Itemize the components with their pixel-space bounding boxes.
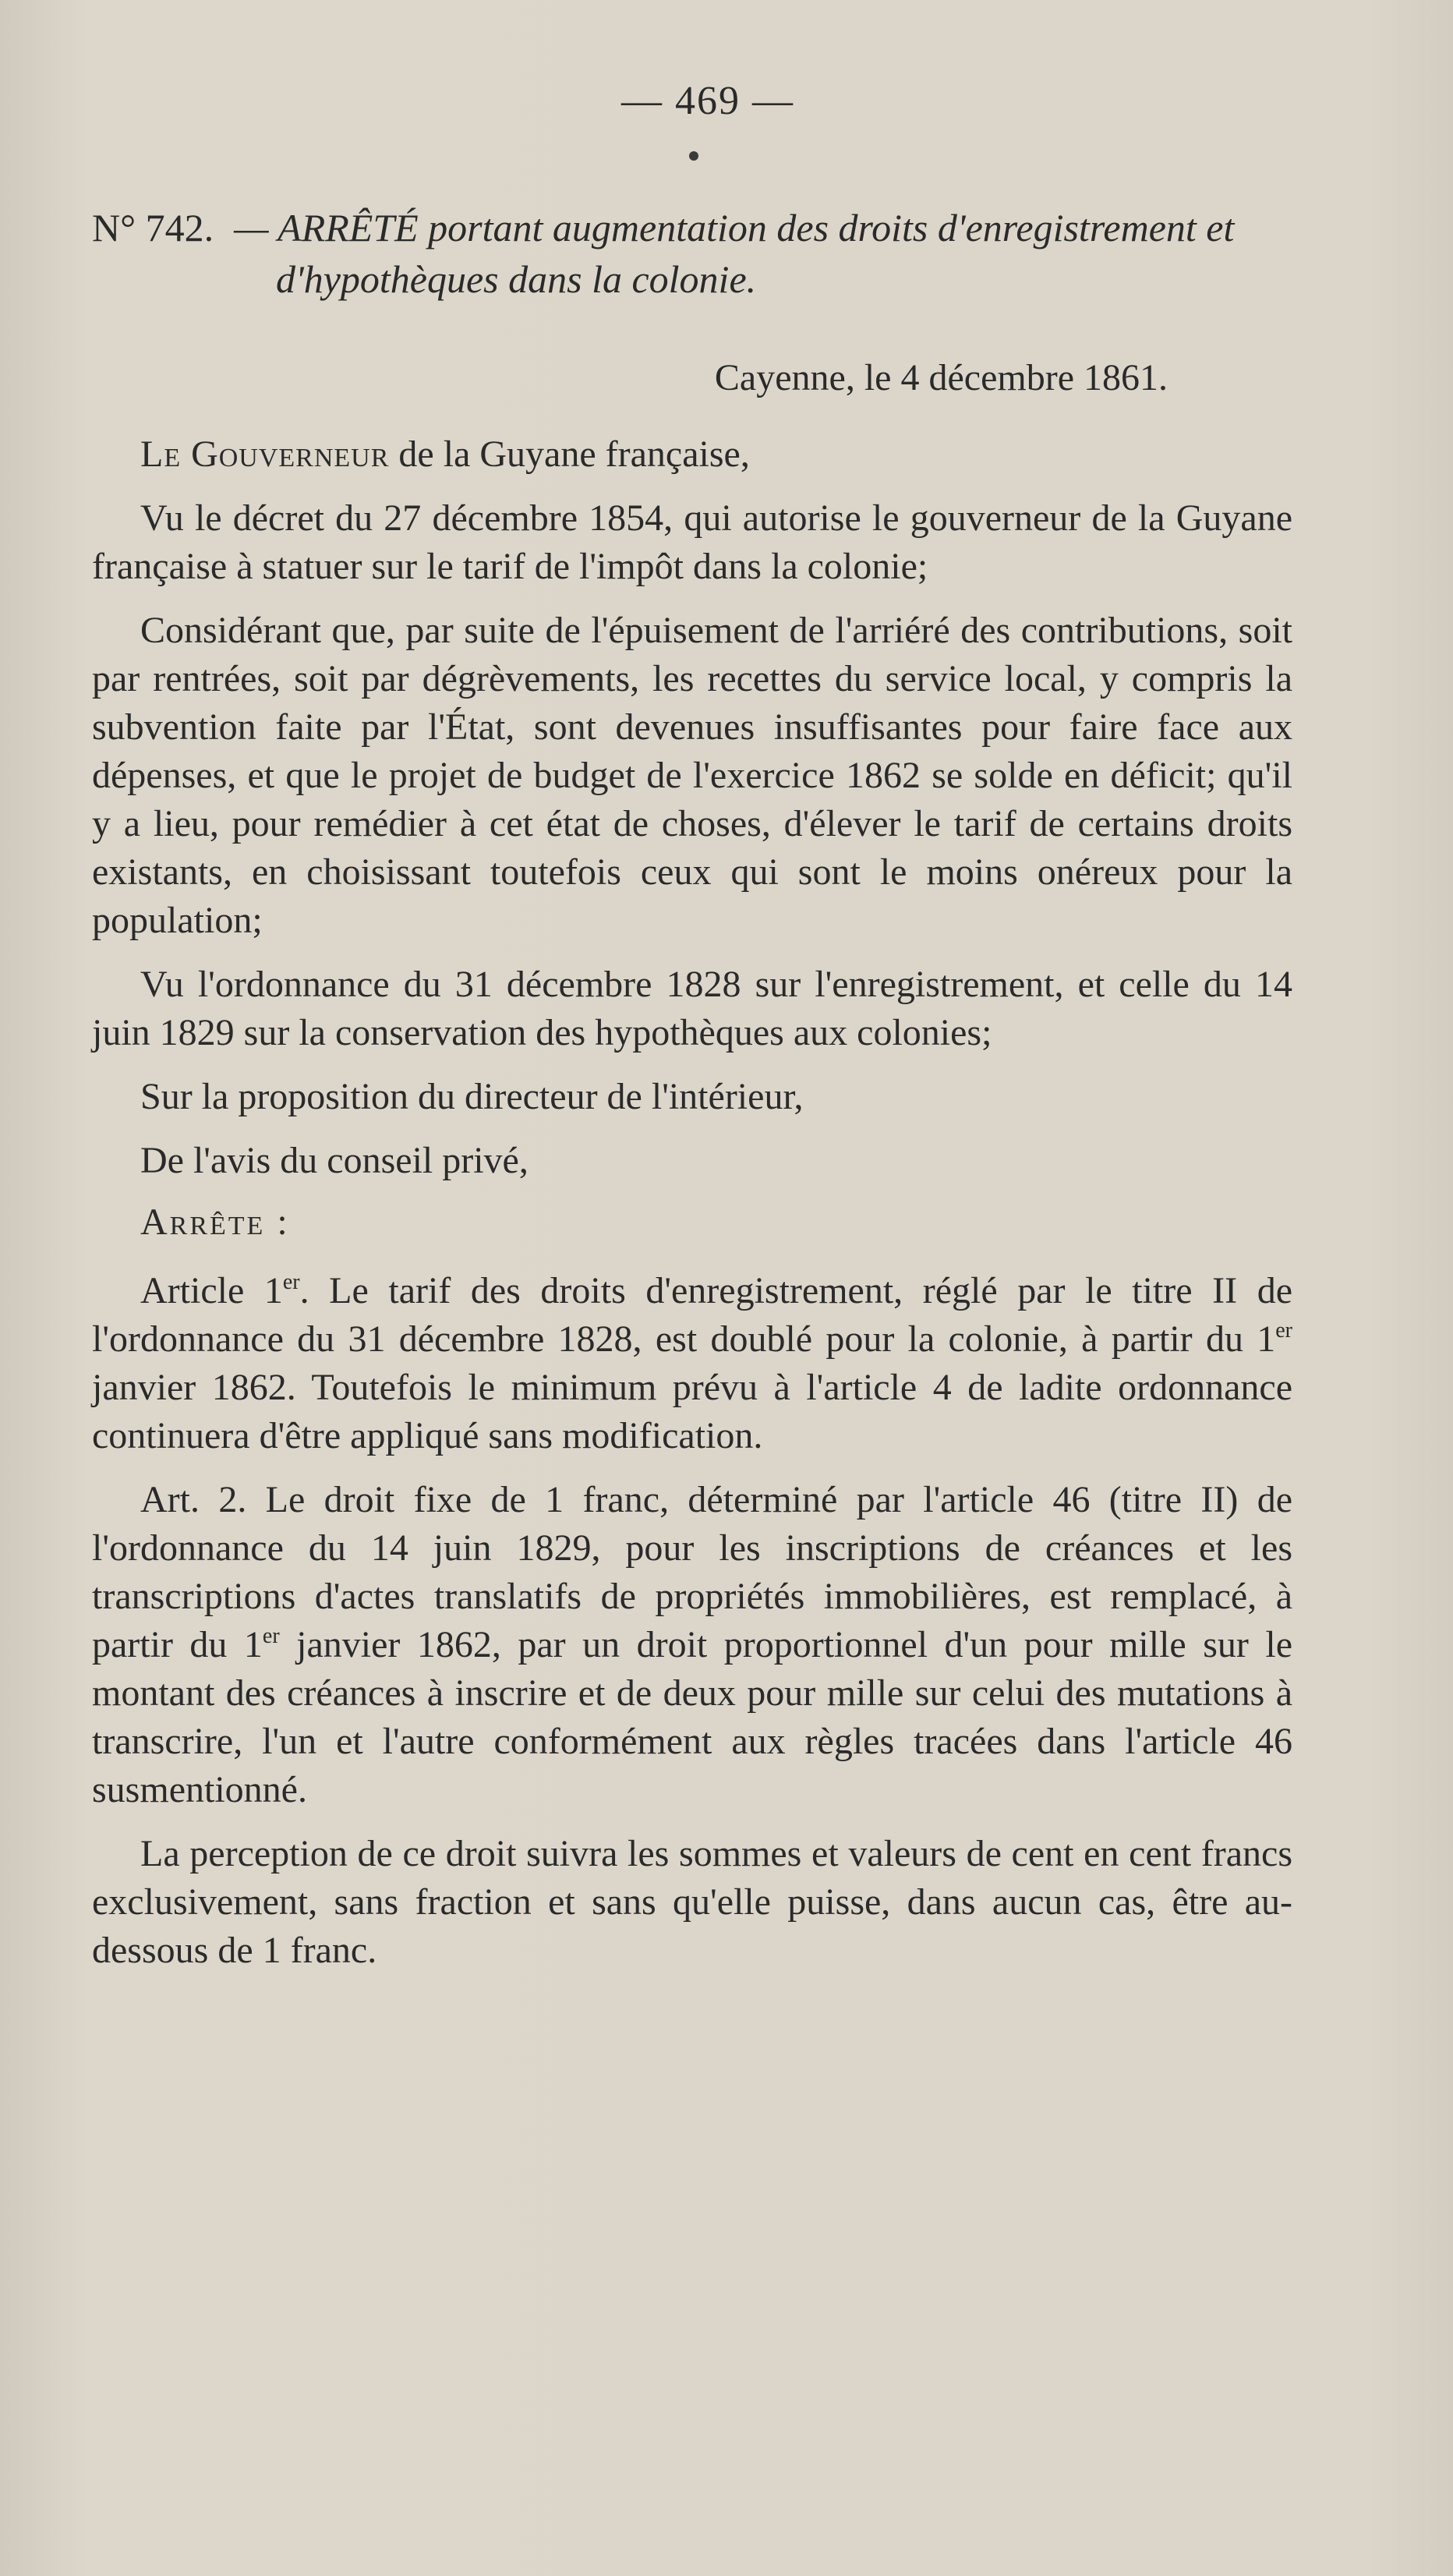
opening-rest: de la Guyane française,: [389, 433, 750, 475]
paragraph-perception: La perception de ce droit suivra les sommes et valeurs de cent en cent francs exclusivement, sans fraction et sans qu'elle puisse, dans aucun cas, être au-dessous de 1 franc.: [92, 1833, 1292, 1971]
paragraph-vu-decret: Vu le décret du 27 décembre 1854, qui autorise le gouverneur de la Guyane française à statuer sur le tarif de l'impôt dans la colonie;: [92, 497, 1292, 587]
article-1-sup: er: [282, 1270, 300, 1294]
article-1: [92, 1267, 1292, 1460]
decree-number: N° 742.: [92, 206, 214, 249]
governor-title: Le Gouverneur: [140, 433, 390, 475]
paragraph-vu-ordonnance: Vu l'ordonnance du 31 décembre 1828 sur l'enregistrement, et celle du 14 juin 1829 sur la conservation des hypothèques aux colonies;: [92, 964, 1292, 1053]
article-1-sup-date: er: [1275, 1318, 1292, 1343]
article-1-body: . Le tarif des droits d'enregistrement, réglé par le titre II de l'ordonnance du 31 décembre 1828, est doublé pour la colonie, à partir du 1: [92, 1270, 1293, 1360]
decree-title: [92, 202, 1292, 305]
page-number: — 469 —: [621, 79, 794, 123]
article-2-sup: er: [262, 1624, 280, 1648]
paragraph-proposition: Sur la proposition du directeur de l'intérieur,: [140, 1076, 804, 1117]
arrete-label: Arrête :: [140, 1201, 290, 1243]
paragraph-avis: De l'avis du conseil privé,: [140, 1140, 529, 1181]
article-2: [92, 1476, 1292, 1814]
article-2-body: Art. 2. Le droit fixe de 1 franc, déterminé par l'article 46 (titre II) de l'ordonnance du 14 juin 1829, pour les inscriptions de créances et les transcriptions d'actes translatifs de propriétés immobilières, est remplacé, à partir du 1: [92, 1479, 1292, 1665]
article-1-end: janvier 1862. Toutefois le minimum prévu à l'article 4 de ladite ordonnance continuera d'être appliqué sans modification.: [92, 1367, 1292, 1456]
date-line: Cayenne, le 4 décembre 1861.: [714, 357, 1168, 398]
page-content: [92, 78, 1292, 1990]
decree-heading: — ARRÊTÉ portant augmentation des droits d'enregistrement et d'hypothèques dans la colonie.: [234, 206, 1235, 301]
article-2-end: janvier 1862, par un droit proportionnel d'un pour mille sur le montant des créances à inscrire et de deux pour mille sur celui des mutations à transcrire, l'un et l'autre conformément aux règles tracées dans l'article 46 susmentionné.: [92, 1624, 1292, 1810]
article-1-lead: Article 1: [140, 1270, 283, 1311]
opening-line: [92, 430, 1292, 479]
paragraph-considerant: Considérant que, par suite de l'épuisement de l'arriéré des contributions, soit par rentrées, soit par dégrèvements, les recettes du service local, y compris la subvention faite par l'État, sont devenues insuffisantes pour faire face aux dépenses, et que le projet de budget de l'exercice 1862 se solde en déficit; qu'il y a lieu, pour remédier à cet état de choses, d'élever le tarif de certains droits existants, en choisissant toutefois ceux qui sont le moins onéreux pour la population;: [92, 610, 1292, 941]
